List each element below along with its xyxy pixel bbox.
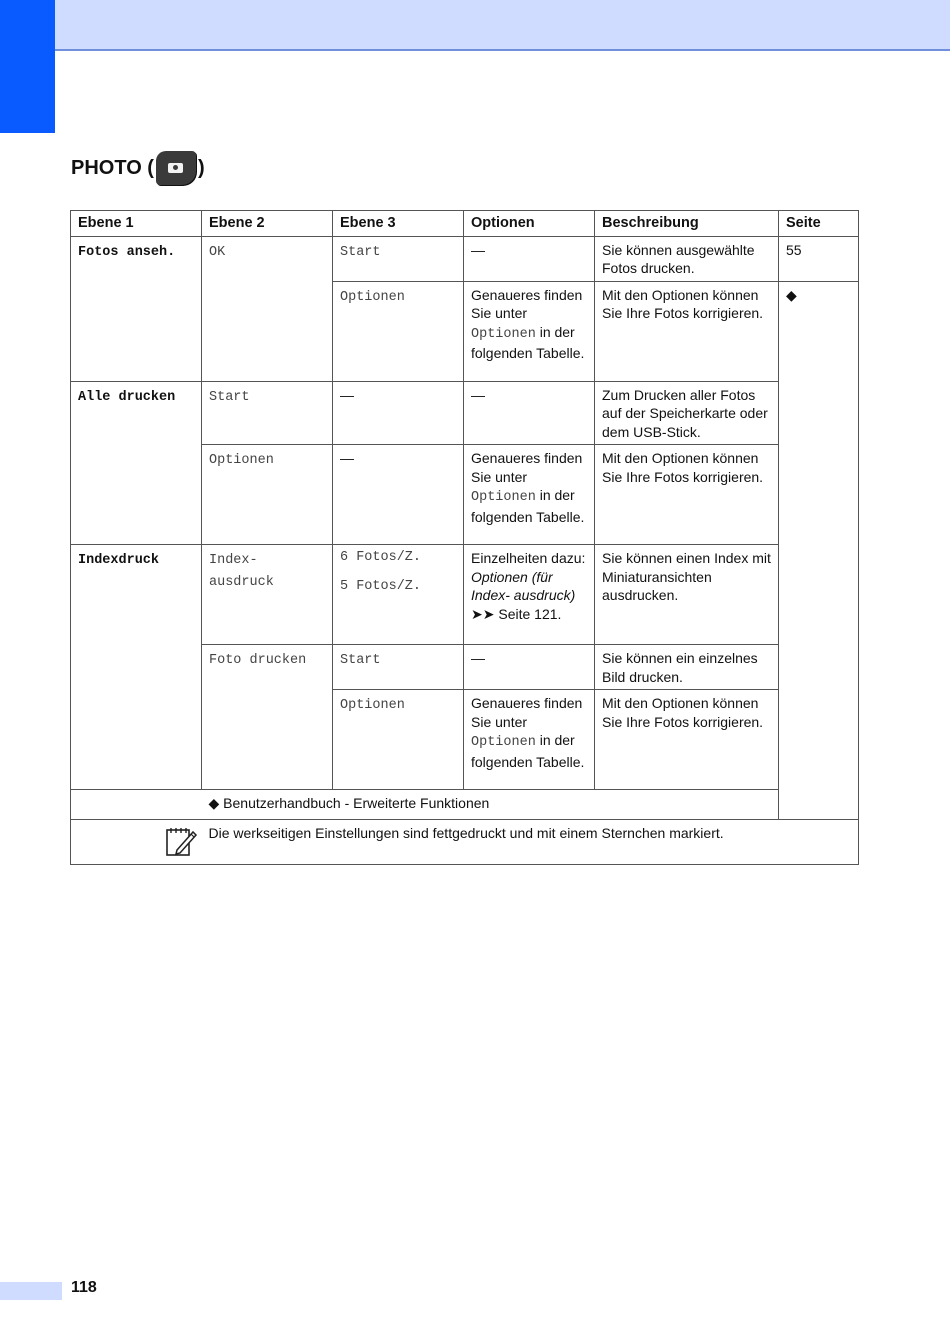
cell-options: Genaueres finden Sie unter Optionen in der folgenden Tabelle. [464, 690, 595, 790]
table-row [71, 236, 859, 281]
page-number-bar [0, 1282, 62, 1300]
cell-level3: — [333, 381, 464, 445]
table-header-row [71, 211, 859, 237]
cell-level3: — [333, 445, 464, 545]
cell-level3: Start [333, 236, 464, 281]
table-row [71, 545, 859, 645]
footnote-note: Die werkseitigen Einstellungen sind fettgedruckt und mit einem Sternchen markiert. [202, 819, 859, 864]
table-row [71, 381, 859, 445]
cell-options: — [464, 645, 595, 690]
cell-description: Mit den Optionen können Sie Ihre Fotos korrigieren. [595, 445, 779, 545]
cell-level2: Foto drucken [202, 645, 333, 790]
header-optionen: Optionen [464, 211, 595, 237]
footnote-reference: ◆ Benutzerhandbuch - Erweiterte Funktionen [202, 790, 859, 820]
cell-level3: 6 Fotos/Z. 5 Fotos/Z. [333, 545, 464, 645]
footnote-row [71, 790, 859, 820]
cell-level3: Start [333, 645, 464, 690]
photo-key-icon [156, 151, 196, 185]
cell-level1: Alle drucken [71, 381, 202, 545]
cell-options: Einzelheiten dazu: Optionen (für Index- ausdruck) ➤➤ Seite 121. [464, 545, 595, 645]
chapter-tab [0, 0, 55, 133]
diamond-icon: ◆ [786, 286, 797, 303]
header-ebene-3: Ebene 3 [333, 211, 464, 237]
cell-description: Sie können ein einzelnes Bild drucken. [595, 645, 779, 690]
heading-suffix: ) [197, 156, 205, 179]
cell-options: — [464, 381, 595, 445]
cell-options: Genaueres finden Sie unter Optionen in der folgenden Tabelle. [464, 281, 595, 381]
note-pencil-icon [164, 824, 198, 858]
cell-level2: OK [202, 236, 333, 381]
header-ebene-1: Ebene 1 [71, 211, 202, 237]
header-band [0, 0, 950, 51]
cell-level2: Index- ausdruck [202, 545, 333, 645]
cell-page: 55 [779, 236, 859, 281]
cell-page [779, 281, 859, 819]
note-row [71, 819, 859, 864]
cell-level2: Start [202, 381, 333, 445]
cell-level3: Optionen [333, 690, 464, 790]
heading-prefix: PHOTO ( [71, 156, 154, 179]
cell-level2: Optionen [202, 445, 333, 545]
cell-description: Mit den Optionen können Sie Ihre Fotos korrigieren. [595, 690, 779, 790]
section-heading [71, 148, 205, 188]
header-beschreibung: Beschreibung [595, 211, 779, 237]
page-number: 118 [71, 1279, 97, 1296]
header-seite: Seite [779, 211, 859, 237]
cell-level3: Optionen [333, 281, 464, 381]
cell-description: Sie können ausgewählte Fotos drucken. [595, 236, 779, 281]
double-arrow-icon: ➤➤ [471, 605, 495, 622]
cell-options: Genaueres finden Sie unter Optionen in der folgenden Tabelle. [464, 445, 595, 545]
cell-description: Zum Drucken aller Fotos auf der Speicherkarte oder dem USB-Stick. [595, 381, 779, 445]
header-ebene-2: Ebene 2 [202, 211, 333, 237]
settings-table [70, 210, 859, 865]
cell-description: Mit den Optionen können Sie Ihre Fotos korrigieren. [595, 281, 779, 381]
cell-level1: Fotos anseh. [71, 236, 202, 381]
cell-description: Sie können einen Index mit Miniaturansichten ausdrucken. [595, 545, 779, 645]
cell-level1: Indexdruck [71, 545, 202, 790]
cell-options: — [464, 236, 595, 281]
